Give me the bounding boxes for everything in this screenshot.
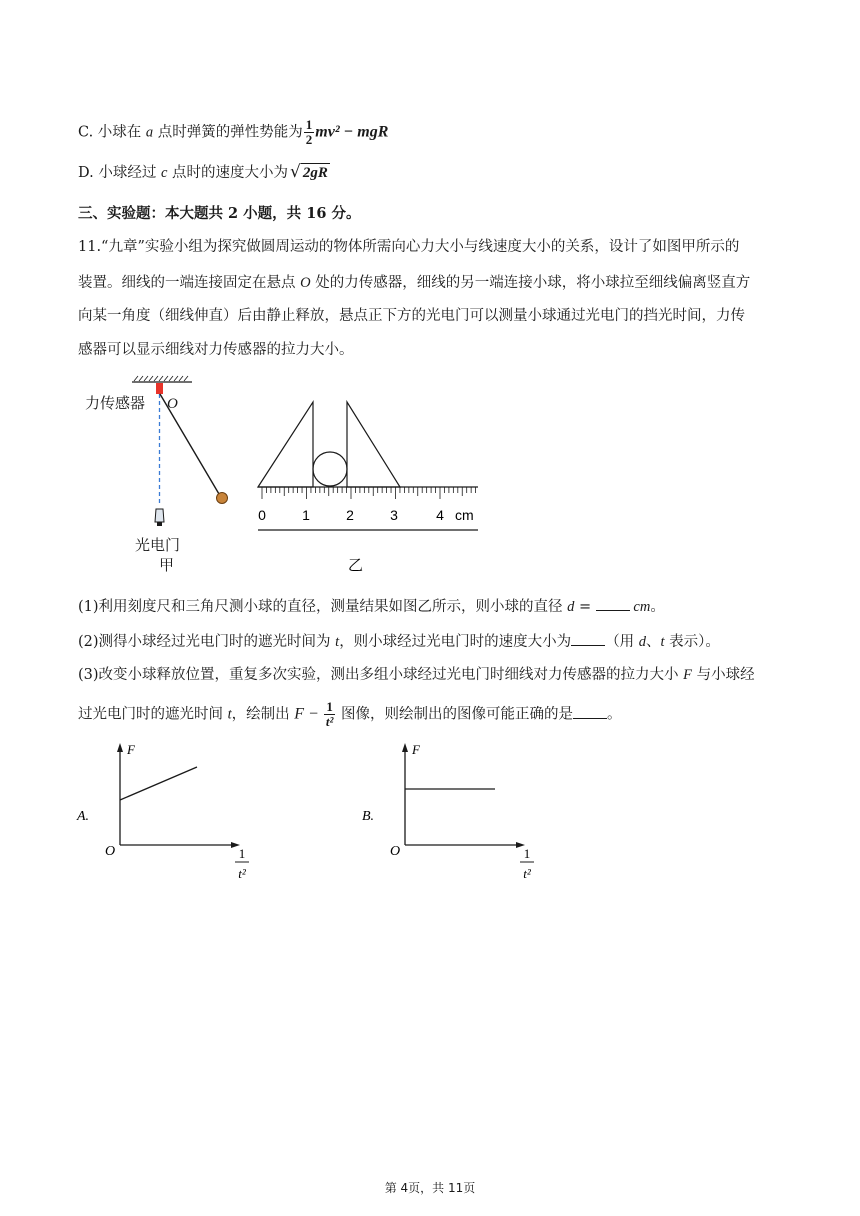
option-d: D. 小球经过 c 点时的速度大小为 √ 2gR [78,162,328,182]
graph-b [360,740,550,885]
unit-label: cm [455,507,474,523]
ball [217,493,228,504]
origin-label: O [390,844,401,859]
sensor-label: 力传感器 [85,395,146,412]
figure-jia [80,372,250,572]
option-c: C. 小球在 a 点时弹簧的弹性势能为 $\frac{1}{2}$ mv² − mgR [78,117,389,147]
gate-label: 光电门 [135,537,181,554]
q11-line-3: 向某一角度（细线伸直）后由静止释放，悬点正下方的光电门可以测量小球通过光电门的挡光时间，力传 [78,308,745,324]
y-axis-label: F [412,742,420,757]
y-axis-arrow [402,743,408,752]
graph-a [75,740,265,885]
ruler-ticks [262,487,476,499]
fraction-one-over-t2: $\frac{1}{\text{t²}}$ [325,699,334,729]
sub-question-1: (1)利用刻度尺和三角尺测小球的直径，测量结果如图乙所示，则小球的直径 d = cm。 [78,596,665,617]
left-triangle [258,402,313,487]
radical-sign: √ [289,162,301,182]
x-axis-label-num: 1 [523,846,531,861]
y-axis-arrow [117,743,123,752]
q11-line-2: 装置。细线的一端连接固定在悬点 O 处的力传感器，细线的另一端连接小球，将小球拉至细线偏离竖直方 [78,275,751,291]
sub-question-3-line-1: (3)改变小球释放位置，重复多次实验，测出多组小球经过光电门时细线对力传感器的拉力大小 F 与小球经 [78,667,755,683]
right-triangle [347,402,400,487]
answer-blank-3[interactable] [573,704,607,719]
fraction-half: $\frac{1}{2}$ [305,117,313,147]
sub-question-2: (2)测得小球经过光电门时的遮光时间为 t，则小球经过光电门时的速度大小为 （用 d、t 表示）。 [78,631,720,652]
pivot-label: O [167,396,178,412]
tick-label: 2 [346,507,354,523]
caption-yi: 乙 [348,557,364,572]
y-axis-label: F [127,742,135,757]
photogate-icon [155,509,164,522]
graph-line [120,767,197,800]
section-heading: 三、实验题：本大题共 2 小题，共 16 分。 [78,205,361,222]
tick-label: 0 [258,507,266,523]
tick-label: 1 [302,507,310,523]
ceiling-hatch [134,376,188,381]
q11-line-1: 11.“九章”实验小组为探究做圆周运动的物体所需向心力大小与线速度大小的关系，设计了如图甲所示的 [78,239,740,255]
force-sensor [156,383,163,394]
x-axis-label-den: t² [238,866,246,881]
sub-question-3-line-2: 过光电门时的遮光时间 t，绘制出 F − $\frac{1}{\text{t²}}$ 图像，则绘制出的图像可能正确的是 。 [78,699,622,729]
x-axis-label-num: 1 [238,846,246,861]
answer-blank-1[interactable] [596,596,630,611]
option-label: A. [77,809,90,824]
origin-label: O [105,844,116,859]
caption-jia: 甲 [159,557,175,572]
ball-in-calipers [313,452,347,486]
tick-label: 4 [436,507,444,523]
figure-yi [250,372,490,572]
q11-line-4: 感器可以显示细线对力传感器的拉力大小。 [78,342,354,358]
answer-blank-2[interactable] [571,631,605,646]
x-axis-label-den: t² [523,866,531,881]
tick-label: 3 [390,507,398,523]
option-label: B. [362,809,375,824]
page-footer: 第 4页，共 11页 [384,1181,476,1195]
